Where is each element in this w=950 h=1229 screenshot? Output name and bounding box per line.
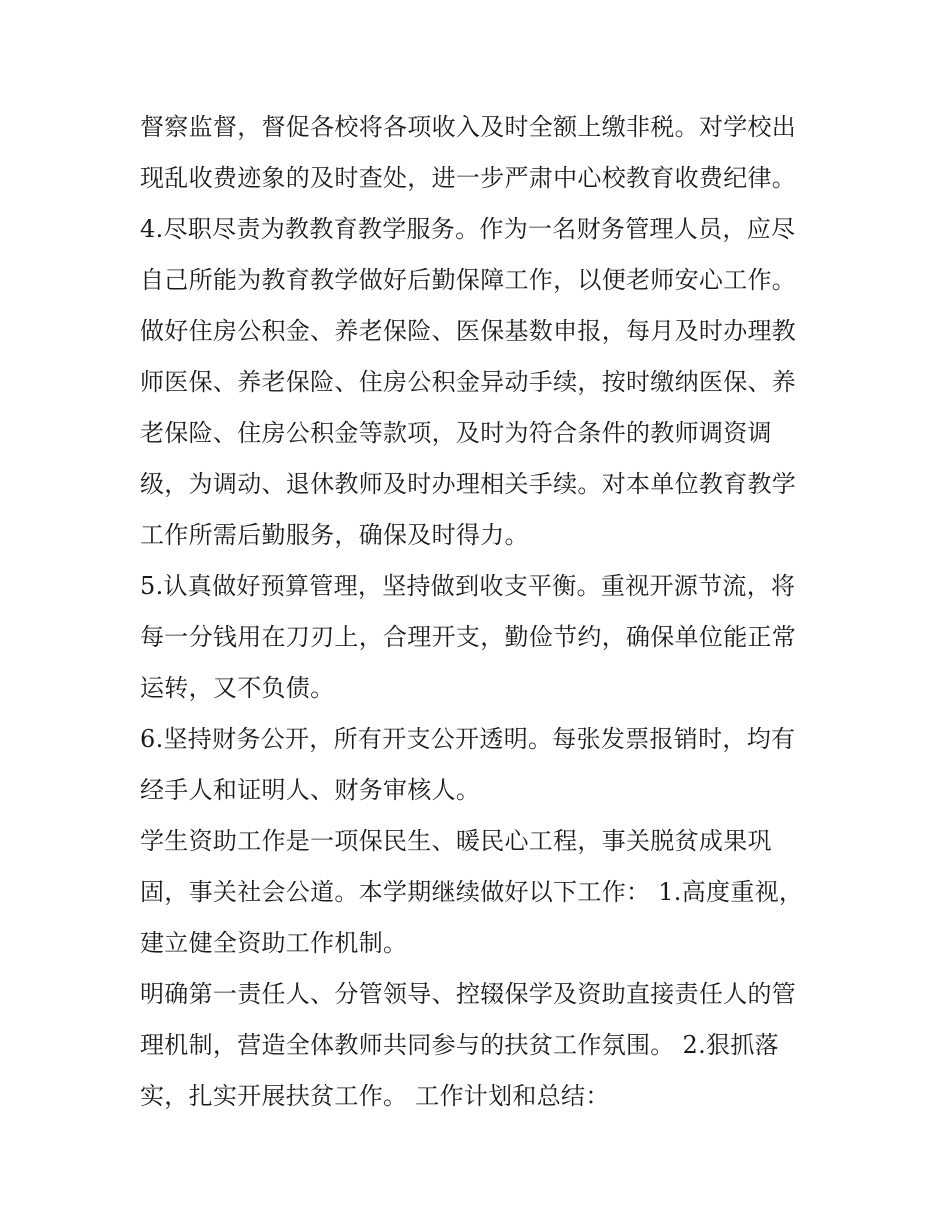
text-line: 理机制，营造全体教师共同参与的扶贫工作氛围。 2.狠抓落 <box>140 1031 779 1059</box>
text-line: 5.认真做好预算管理，坚持做到收支平衡。重视开源节流，将 <box>140 572 796 600</box>
text-line: 师医保、养老保险、住房公积金异动手续，按时缴纳医保、养 <box>140 368 797 396</box>
text-line: 建立健全资助工作机制。 <box>140 929 408 957</box>
text-line: 现乱收费迹象的及时查处，进一步严肃中心校教育收费纪律。 <box>140 164 797 192</box>
text-line: 固，事关社会公道。本学期继续做好以下工作： 1.高度重视， <box>140 878 804 906</box>
text-line: 运转，又不负债。 <box>140 674 335 702</box>
text-line: 学生资助工作是一项保民生、暖民心工程，事关脱贫成果巩 <box>140 827 772 855</box>
text-line: 明确第一责任人、分管领导、控辍保学及资助直接责任人的管 <box>140 980 797 1008</box>
text-line: 老保险、住房公积金等款项，及时为符合条件的教师调资调 <box>140 419 772 447</box>
text-line: 督察监督，督促各校将各项收入及时全额上缴非税。对学校出 <box>140 113 797 141</box>
text-line: 每一分钱用在刀刃上，合理开支，勤俭节约，确保单位能正常 <box>140 623 797 651</box>
text-line: 工作所需后勤服务，确保及时得力。 <box>140 521 529 549</box>
text-line: 做好住房公积金、养老保险、医保基数申报，每月及时办理教 <box>140 317 797 345</box>
text-line: 级，为调动、退休教师及时办理相关手续。对本单位教育教学 <box>140 470 797 498</box>
document-body <box>140 102 820 1122</box>
text-line: 经手人和证明人、财务审核人。 <box>140 776 481 804</box>
text-line: 实，扎实开展扶贫工作。 工作计划和总结： <box>140 1082 610 1110</box>
text-line: 4.尽职尽责为教教育教学服务。作为一名财务管理人员，应尽 <box>140 215 796 243</box>
text-line: 自己所能为教育教学做好后勤保障工作，以便老师安心工作。 <box>140 266 797 294</box>
text-line: 6.坚持财务公开，所有开支公开透明。每张发票报销时，均有 <box>140 725 796 753</box>
